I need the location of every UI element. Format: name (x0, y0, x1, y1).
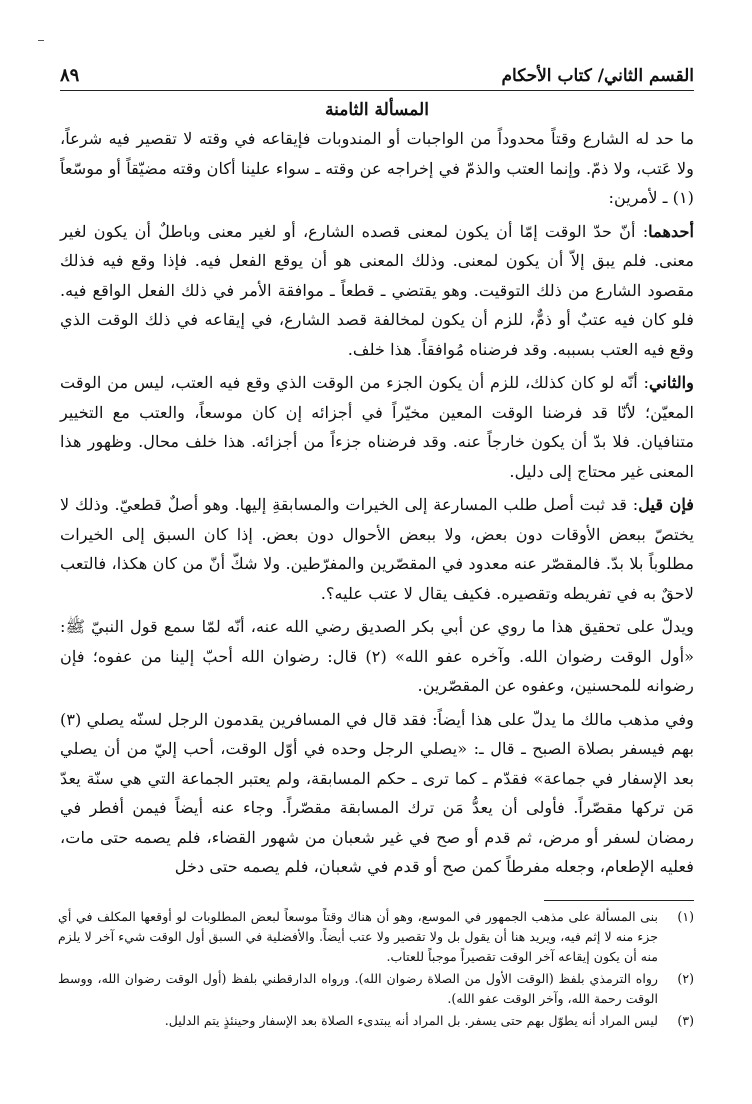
paragraph-text: : قد ثبت أصل طلب المسارعة إلى الخيرات والمسابقةِ إليها. وهو أصلٌ قطعيّ. وذلك لا يختصّ ببعض الأوقات دون بعض، ولا ببعض الأحوال دون بعض. إذا كان السبق إلى الخيرات مطلوباً بلا بدّ. فالمقصّر عنه معدود في المقصّرين والمفرّطين. ولا شكّ أنّ من كان هكذا، فالتعب لاحقٌ به في تفريطه وتقصيره. فكيف يقال لا عتب عليه؟. (60, 495, 694, 603)
paragraph-lead: أحدهما (648, 221, 694, 241)
paragraph-objection (60, 490, 694, 608)
paragraph-text: : أنّ حدّ الوقت إمّا أن يكون لمعنى قصده الشارع، أو لغير معنى وباطلٌ أن يكون لغير معنى. فلم يبق إلاّ أن يكون لمعنى. وذلك المعنى هو أن يوقع الفعل فيه. فإذا وقع فيه فذلك مقصود الشارع من ذلك التوقيت. وهو يقتضي ـ قطعاً ـ موافقة الأمر في ذلك الفعل الواقع فيه. فلو كان فيه عتبٌ أو ذمٌّ، للزم أن يكون لمخالفة قصد الشارع، في إيقاعه في ذلك الوقت الذي وقع فيه العتب بسببه. وقد فرضناه مُوافقاً. هذا خلف. (60, 221, 694, 359)
running-title: القسم الثاني/ كتاب الأحكام (501, 66, 694, 86)
paragraph-evidence-hadith (60, 612, 694, 701)
paragraph-evidence-malik (60, 705, 694, 882)
footnote-text: بنى المسألة على مذهب الجمهور في الموسع، وهو أن هناك وقتاً موسعاً لبعض المطلوبات لو أوقعها المكلف في أي جزء منه لا إثم فيه، ويريد هنا أن يقول بل ولا تقصير ولا عتب أيضاً. والأفضلية في السبق أول الوقت شيء آخر لا يلزم منه أن يكون إيقاعه آخر الوقت تقصيراً موجباً للعتاب. (58, 909, 658, 964)
footnote-number: (١) (677, 909, 694, 924)
paragraph-text: ويدلّ على تحقيق هذا ما روي عن أبي بكر الصديق رضي الله عنه، أنّه لمّا سمع قول النبيّ ﷺ: «أول الوقت رضوان الله. وآخره عفو الله» (٢) قال: رضوان الله أحبّ إلينا من عفوه؛ فإن رضوانه للمحسنين، وعفوه عن المقصّرين. (60, 617, 694, 695)
footnote-number: (٢) (677, 971, 694, 986)
footnote-3 (58, 1011, 694, 1031)
paragraph-intro (60, 124, 694, 213)
paragraph-text: : أنّه لو كان كذلك، للزم أن يكون الجزء من الوقت الذي وقع فيه العتب، ليس من الوقت المعيّن؛ لأنّا قد فرضنا الوقت المعين مخيّراً في أجزائه إن كان موسعاً، والعتب مع التخيير متنافيان. فلا بدّ أن يكون خارجاً عنه. وقد فرضناه جزءاً من أجزائه. هذا خلف محال. وظهور هذا المعنى غير محتاج إلى دليل. (60, 373, 694, 481)
footnotes (58, 900, 694, 1033)
footnote-number: (٣) (677, 1013, 694, 1028)
paragraph-text: ما حد له الشارع وقتاً محدوداً من الواجبات أو المندوبات فإيقاعه في وقته لا تقصير فيه شرعاً، ولا عَتب، ولا ذمّ. وإنما العتب والذمّ في إخراجه عن وقته ـ سواء علينا أكان وقته مضيّقاً أو موسّعاً (١) ـ لأمرين: (60, 129, 694, 207)
footnote-2 (58, 969, 694, 1009)
paragraph-second-reason (60, 368, 694, 486)
footnote-text: ليس المراد أنه يطوّل بهم حتى يسفر. بل المراد أنه يبتدىء الصلاة بعد الإسفار وحينئذٍ يتم الدليل. (164, 1013, 658, 1028)
paragraph-first-reason (60, 217, 694, 365)
page-header (60, 56, 694, 91)
paragraph-lead: فإن قيل (638, 495, 694, 514)
footnote-1 (58, 907, 694, 967)
page-number: ٨٩ (60, 65, 80, 86)
paragraph-text: وفي مذهب مالك ما يدلّ على هذا أيضاً: فقد قال في المسافرين يقدمون الرجل لسنّه يصلي (٣) بهم فيسفر بصلاة الصبح ـ قال ـ: «يصلي الرجل وحده في أوّل الوقت، أحب إليّ من أن يصلي بعد الإسفار في جماعة» فقدّم ـ كما ترى ـ حكم المسابقة، ولم يعتبر الجماعة التي هي سنّة يعدّ مَن تركها مقصّراً. فأولى أن يعدُّ مَن ترك المسابقة مقصّراً. وجاء عنه أيضاً فيمن أفطر في رمضان لسفر أو مرض، ثم قدم أو صح في غير شعبان من شهور القضاء، فلم يصمه حتى مات، فعليه الإطعام، وجعله مفرطاً كمن صح أو قدم في شعبان، فلم يصمه حتى دخل (60, 709, 694, 876)
margin-mark (38, 40, 44, 41)
section-title: المسألة الثامنة (325, 100, 429, 120)
footnote-text: رواه الترمذي بلفظ (الوقت الأول من الصلاة رضوان الله). ورواه الدارقطني بلفظ (أول الوقت رضوان الله، ووسط الوقت رحمة الله، وآخر الوقت عفو الله). (58, 971, 658, 1006)
paragraph-lead: والثاني (648, 373, 694, 392)
main-text (60, 98, 694, 886)
footnote-rule (544, 900, 694, 901)
